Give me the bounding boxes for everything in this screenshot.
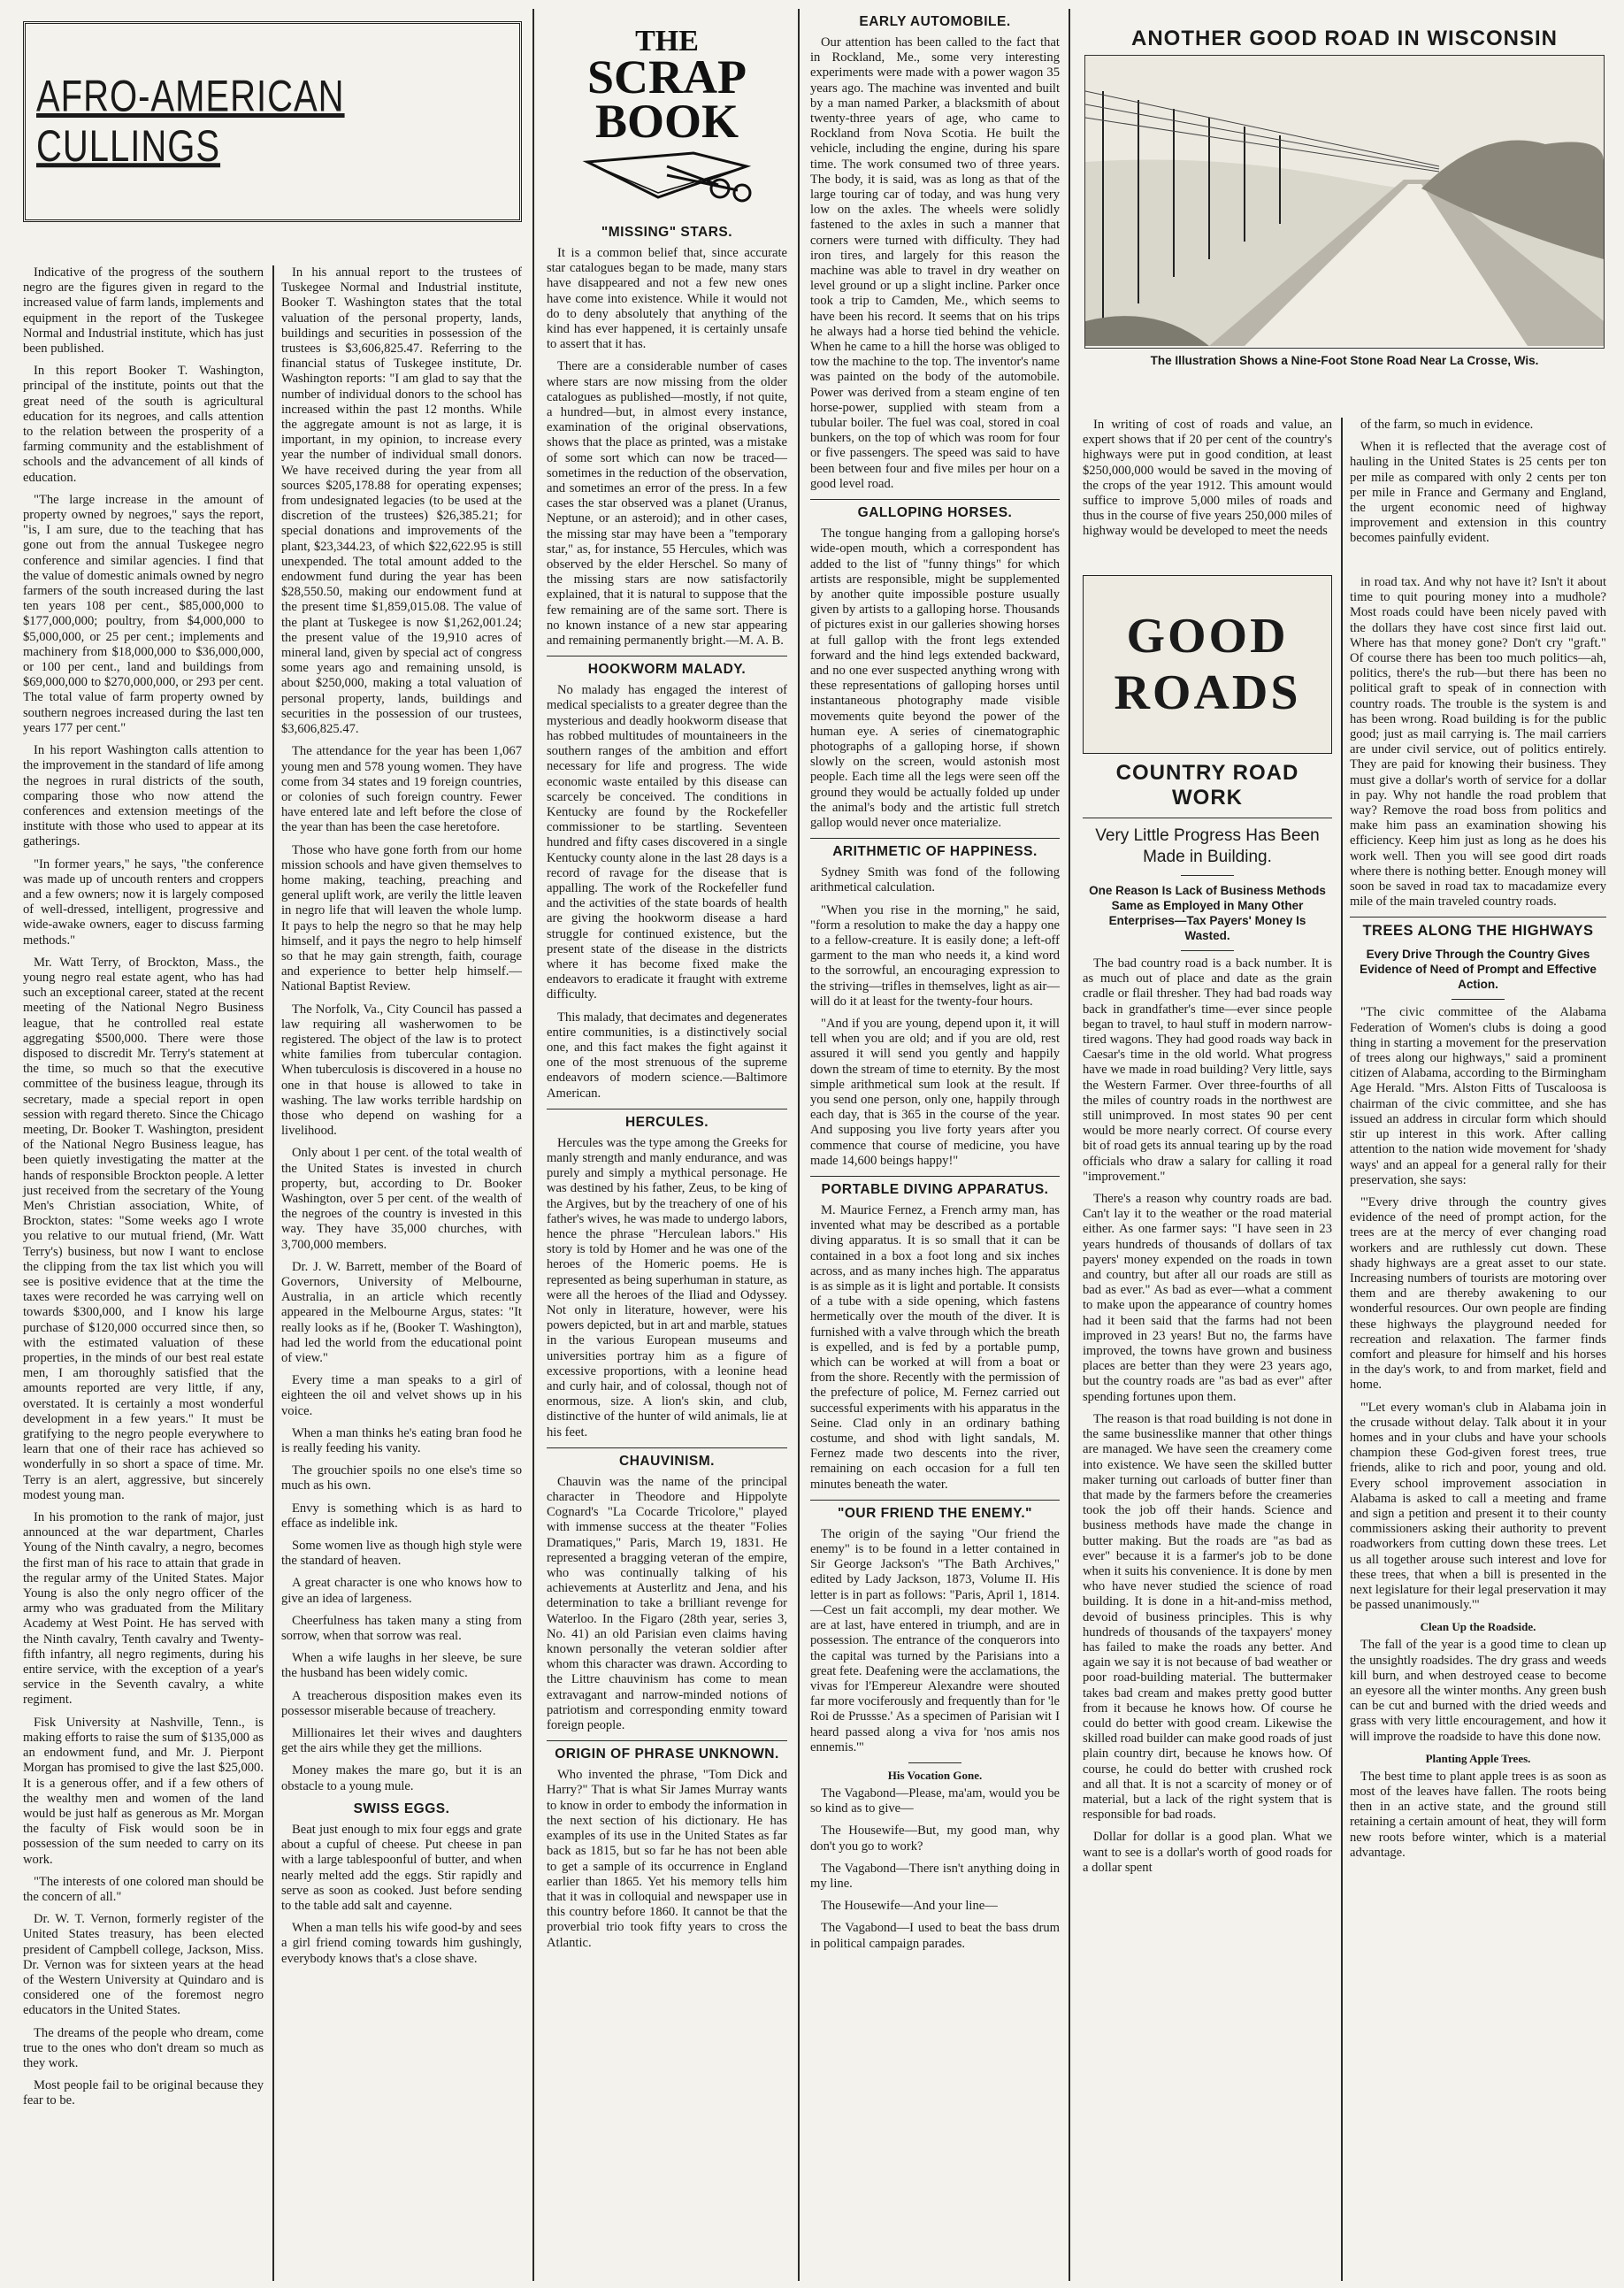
paragraph: Envy is something which is as hard to efface as indelible ink. [281,1501,522,1531]
section-title: "OUR FRIEND THE ENEMY." [838,1505,1032,1521]
good-roads-logo [1083,575,1332,754]
country-road-title: COUNTRY ROAD WORK [1115,761,1299,810]
paragraph: The best time to plant apple trees is as soon as most of the leaves have fallen. The roots being then in an active state, and the ground still retaining a certain amount of heat, they will form new roots before winter, which is a material advantage. [1350,1769,1606,1860]
paragraph: In this report Booker T. Washington, principal of the institute, points out that the great need of the south is agricultural education for its negroes, and calls attention to the relation between the prosperity of a farming community and the establishment of schools and the advancement of all kinds of education. [23,364,264,485]
paragraph: The origin of the saying "Our friend the enemy" is to be found in a letter contained in Sir George Jackson's "The Bath Archives," edited by Lady Jackson, 1873, Volume II. His letter is in part as follows: "Paris, April 1, 1814.—Cest un fait accompli, my dear mother. We are at last, have entered in triumph, and are in possession. The entrance of the conquerors into the capital was turned by the Parisians into a great fete. Deafening were the acclamations, the vivas for l'Empereur Alexandre were shouted far more vociferously and frequently than for 'le Roi de Prussse.' As a specimen of Parisian wit I heard passed along a viva for 'nos amis nos ennemis.'" [810,1526,1060,1754]
paragraph: The dreams of the people who dream, come true to the ones who don't dream so much as they work. [23,2025,264,2070]
paragraph: Sydney Smith was fond of the following arithmetical calculation. [810,865,1060,895]
paragraph: The tongue hanging from a galloping horse's wide-open mouth, which a correspondent has added to the list of "funny things" for which artists are responsible, might be supplemented by another quite impossible posture usually given by artists to a galloping horse. Thousands of pictures exist in our galleries showing horses at full gallop with the front legs extended forward and the hind legs extended backward, and no one ever suspected anything wrong with these representations of galloping horses until instantaneous photography made visible movements quite beyond the power of the human eye. A series of cinematographic photographs of a galloping horse, if shown slowly on the screen, would astonish most people. Each time all the legs were seen off the ground they would be actually folded up under the animal's body and the artistic full stretch gallop would never once materialize. [810,526,1060,830]
divider [547,1447,787,1448]
road-photo [1084,55,1605,349]
cullings-subcolumn-1 [23,265,264,2116]
cullings-header-box [23,21,522,222]
swiss-eggs-title: SWISS EGGS. [353,1800,450,1816]
paragraph: M. Maurice Fernez, a French army man, has invented what may be described as a portable diving apparatus. It is so small that it can be contained in a box a foot long and six inches across, and as many inches high. The apparatus is as simple as it is light and portable. It consists of a tube with a side opening, which fastens hermetically over the mouth of the diver. It is furnished with a valve through which the breath is expelled, and is fed by a portable pump, which can be worked at will from a boat or from the shore. Recently with the permission of the prefecture of police, M. Fernez carried out successful experiments with his apparatus in the Seine. Clad only in an ordinary bathing costume, and shod with light sandals, M. Fernez made two descents into the river, remaining on each occasion for a full ten minutes beneath the water. [810,1203,1060,1492]
paragraph: Chauvin was the name of the principal character in Theodore and Hippolyte Cognard's "La Cocarde Tricolore," played with immense success at the theater "Folies Dramatiques," Paris, March 19, 1831. He represented a bragging veteran of the empire, who was continually talking of his achievements at Austerlitz and Jena, and his determination to take a brilliant revenge for Waterloo. In the Figaro (28th year, series 3, No. 41) an old Parisian even claims having known personally the veteran soldier after whom this character was drawn. According to the Littre chauvinism has come to mean extravagant and narrow-minded notions of patriotism and corresponding enmity toward foreign people. [547,1474,787,1733]
paragraph: The Housewife—And your line— [821,1899,998,1914]
paragraph: of the farm, so much in evidence. [1360,418,1534,432]
paragraph: Every time a man speaks to a girl of eighteen the oil and velvet shows up in his voice. [281,1373,522,1418]
logo-word-3: BOOK [594,95,739,148]
newspaper-page [19,9,1612,2281]
paragraph: The fall of the year is a good time to clean up the unsightly roadsides. The dry grass and weeds kill burn, and when destroyed cease to become an eyesore all the winter months. Any green bush can be cut and burned with the dried weeds and grass with very little encouragement, and how it will improve the roadside to have this done now. [1350,1638,1606,1744]
logo-word-1: THE [635,25,699,58]
section-title: HOOKWORM MALADY. [587,662,747,678]
section-title: EARLY AUTOMOBILE. [859,14,1011,29]
paragraph: When a man tells his wife good-by and sees a girl friend coming towards him gushingly, everybody knows that's a close shave. [281,1921,522,1966]
section-title: PORTABLE DIVING APPARATUS. [821,1182,1049,1198]
section-title: HERCULES. [624,1114,709,1130]
paragraph: The attendance for the year has been 1,067 young men and 578 young women. They have come from 34 states and 19 foreign countries, or colonies of such foreign country. Fewer have entered late and left before the close of the year than has been the case heretofore. [281,744,522,835]
paragraph: Most people fail to be original because they fear to be. [23,2078,264,2108]
paragraph: Dollar for dollar is a good plan. What we want to see is a dollar's worth of good roads for a dollar spent [1083,1830,1332,1875]
trees-deck: Every Drive Through the Country Gives Evidence of Need of Prompt and Effective Action. [1360,948,1597,992]
column-rule [1069,9,1070,2281]
paragraph: Dr. W. T. Vernon, formerly register of the United States treasury, has been elected president of Campbell college, Jackson, Miss. Dr. Vernon was for sixteen years at the head of the Western University at Quindaro and is considered one of the foremost negro educators in the United States. [23,1912,264,2018]
paragraph: Hercules was the type among the Greeks for manly strength and manly endurance, and was purely and simply a mythical personage. He was destined by his father, Zeus, to be king of the Argives, but by the treachery of one of his father's wives, he was made to undergo labors, hence the phrase "Herculean labors." His story is told by Homer and he was one of the heroes of the Homeric poems. He is represented as being superhuman in stature, as were all the heroes of the Iliad and Odyssey. Not only in literature, however, were his powers depicted, but in art and marble, statues in the various European museums and universities portray him as a figure of excessive proportions, with a leonine head and curly hair, and of colossal, though not of enormous, size. A lion's skin, and club, distinctive of the hunter of wild animals, lie at his feet. [547,1135,787,1440]
paragraph: "The large increase in the amount of property owned by negroes," says the report, "is, I am sure, due to the teaching that has gone out from the annual Tuskegee negro conference and similar agencies. I find that the value of domestic animals owned by negro farmers of the south increased during the last ten years 108 per cent., $85,000,000 to $177,000,000; poultry, from $4,000,000 to $5,000,000, or 25 per cent.; implements and machinery from $18,000,000 to $36,000,000, or 100 per cent., land and buildings from $69,000,000 to $270,000,000, or 293 per cent. The total value of farm property owned by southern negroes increased during the last ten years 177 per cent." [23,492,264,735]
divider [1350,917,1606,918]
paragraph: It is a common belief that, since accurate star catalogues began to be made, many stars have disappeared and not a few new ones have come into existence. While it would not do to deny absolutely that anything of the kind has ever happened, it is certainly unsafe to assert that it has. [547,246,787,352]
paragraph: In his report Washington calls attention to the improvement in the standard of life among the negroes in rural districts of the south, comparing those who now attend the conferences and extension meetings of the institute with those who used to appear at its gatherings. [23,743,264,849]
divider [1181,875,1234,876]
paragraph: In his promotion to the rank of major, just announced at the war department, Charles Young of the Ninth cavalry, a negro, becomes the first man of his race to attain that grade in the regular army of the United States. Major Young is also the only negro officer of the army who was graduated from the Military Academy at West Point. He has served with the Ninth cavalry, Tenth cavalry and Twenty-fifth infantry, all negro regiments, during his entire service, with the exception of a year's service in the Seventh cavalry, a white regiment. [23,1510,264,1708]
vocation-title: His Vocation Gone. [887,1768,983,1782]
paragraph: Dr. J. W. Barrett, member of the Board of Governors, University of Melbourne, Australia, in an article which recently appeared in the Melbourne Argus, states: "It really looks as if he, (Booker T. Washington), had led the world from the educational point of view." [281,1259,522,1366]
paragraph: The bad country road is a back number. It is as much out of place and date as the grain cradle or flail thresher. They had bad roads way back in grandfather's time—ever since people began to travel, to haul stuff in modern narrow-tired wagons. They had good roads way back in Caesar's time in the old world. What progress have we made in road building? Very little, says the Western Farmer. Over three-fourths of all the miles of country roads in the northwest are still unimproved. In most states 90 per cent would be more nearly correct. Of course every bit of road gets its annual tearing up by the road officials who draw a salary for calling it road "improvement." [1083,956,1332,1184]
logo-word-2: SCRAP [586,50,747,104]
section-title: ORIGIN OF PHRASE UNKNOWN. [555,1747,779,1762]
paragraph: The Norfolk, Va., City Council has passed a law requiring all washerwomen to be registered. The object of the law is to protect white families from tubercular contagion. When tuberculosis is discovered in a house no one in that house is allowed to take in washing. The law works terrible hardship on those who depend on washing for a livelihood. [281,1002,522,1139]
paragraph: Fisk University at Nashville, Tenn., is making efforts to raise the sum of $135,000 as an endowment fund, and Mr. J. Pierpont Morgan has promised to give the last $25,000. It is a generous offer, and if a few others of the wealthy men and women of the land would be just half as generous as Mr. Morgan the faculty of Fisk would soon be in possession of the sum needed to carry on its work. [23,1715,264,1867]
paragraph: Beat just enough to mix four eggs and grate about a cupful of cheese. Put cheese in pan with a large tablespoonful of butter, and when nearly melted add the eggs. Stir rapidly and serve as soon as cooked. Just before sending to the table add salt and cayenne. [281,1822,522,1913]
paragraph: In writing of cost of roads and value, an expert shows that if 20 per cent of the country's highways were put in good condition, at least $250,000,000 would be saved in the moving of the crops of the year 1912. This amount would suffice to improve 5,000 miles of roads and thus in the course of five years 250,000 miles of highway would be developed to meet the needs [1083,418,1332,539]
scrapbook-column [541,9,793,2281]
divider [810,1500,1060,1501]
paragraph: Those who have gone forth from our home mission schools and have given themselves to home making, teaching, preaching and general uplift work, are verily the little leaven in negro life that will leaven the whole lump. It pays to help the negro so that he may help himself, and it pays the negro to help himself so that he may gain strength, faith, courage and experience to better help himself.—National Baptist Review. [281,842,522,994]
paragraph: When it is reflected that the average cost of hauling in the United States is 25 cents per ton per mile as compared with only 2 cents per ton per mile in France and Germany and England, the urgent economic need of highway improvement and extension in this country becomes painfully evident. [1350,440,1606,546]
paragraph: "In former years," he says, "the conference was made up of uncouth renters and croppers and a few owners; now it is largely composed of well-dressed, intelligent, progressive and wide-awake owners, eager to discuss farming methods." [23,856,264,948]
country-road-subdeck: One Reason Is Lack of Business Methods Same as Employed in Many Other Enterprises—Tax Payers' Money Is Wasted. [1089,884,1326,942]
divider [1181,950,1234,951]
cullings-subcolumn-2 [281,265,522,1974]
paragraph: There are a considerable number of cases where stars are now missing from the older catalogues as published—mostly, if not quite, a hundred—but, in almost every instance, examination of the original observations, shows that the place as printed, was a mistake of some sort which can now be traced—sometimes in the reduction of the observation, and sometimes an error of the press. In a few cases the star observed was a planet (Uranus, Neptune, or an asteroid); and in other cases, the missing star may have been a "temporary star," as, for instance, 55 Hercules, which was observed by the elder Herschel. So many of the missing stars are now satisfactorily explained, that it is natural to suppose that the few remaining are of the same sort. There is no known instance of a new star appearing and remaining permanently bright.—M. A. B. [547,359,787,649]
trees-title: TREES ALONG THE HIGHWAYS [1362,923,1594,940]
country-road-article [1083,575,1332,1883]
column-rule [532,9,534,2281]
apple-title: Planting Apple Trees. [1425,1751,1531,1765]
section-title: GALLOPING HORSES. [857,505,1013,521]
column-rule [798,9,800,2281]
roads-right-intro [1350,418,1606,554]
cleanup-title: Clean Up the Roadside. [1420,1620,1536,1634]
paragraph: This malady, that decimates and degenerates entire communities, is a distinctively social one, and this fact makes the fight against it one of the most strenuous of the supreme endeavors of modern science.—Baltimore American. [547,1010,788,1101]
articles-column [807,9,1063,2281]
paragraph: Some women live as though high style were the standard of heaven. [281,1539,522,1569]
divider [547,1740,787,1741]
paragraph: "When you rise in the morning," he said, "form a resolution to make the day a happy one to a fellow-creature. It is easily done; a left-off garment to the man who needs it, a kind word to the sorrowful, an encouraging expression to the striving—trifles in themselves, light as air—will do it at least for the twenty-four hours. [810,902,1060,1009]
paragraph: "The interests of one colored man should be the concern of all." [23,1874,264,1904]
roads-right-body [1350,575,1606,1868]
section-title: "MISSING" STARS. [601,225,733,240]
paragraph: The Housewife—But, my good man, why don't you go to work? [810,1823,1060,1854]
paragraph: Money makes the mare go, but it is an obstacle to a young mule. [281,1763,522,1793]
paragraph: In his annual report to the trustees of Tuskegee Normal and Industrial institute, Booker T. Washington states that the total valuation of the personal property, lands, buildings and securities in possession of the trustees is $3,606,825.47. Referring to the financial status of Tuskegee institute, Dr. Washington reports: "I am glad to say that the number of individual donors to the school has increased within the past 12 months. While the aggregate amount is not as large, it is important, in my opinion, to increase every year the number of individual small donors. We have received during the year from all sources $205,178.88 for operating expenses; from undesignated legacies (to be used at the discretion of the trustees) $26,385.21; for special donations and improvements of the plant, $23,344.23, of which $22,622.95 is still unexpended. The total amount added to the endowment fund during the year has been $28,550.50, making our endowment fund at the present time $1,859,015.08. The value of the plant at Tuskegee is now $1,262,001.24; the present value of the 19,910 acres of mineral land, given by special act of congress some years ago and remaining unsold, is about $250,000, making a total valuation of personal property, lands, buildings and securities in the possession of our trustees, $3,606,825.47. [281,265,522,737]
paragraph: Who invented the phrase, "Tom Dick and Harry?" That is what Sir James Murray wants to know in order to embody the information in the next section of his dictionary. He has examples of its use in the United States as far back as 1815, but so far he has not been able to get a sample of its occurrence in England earlier than 1865. Yet his memory tells him that it was in colloquial and newspaper use in this country before 1860. It cannot be that the proverbial trio took fifty years to cross the Atlantic. [547,1768,787,1950]
cullings-column [19,9,525,2281]
paragraph: The grouchier spoils no one else's time so much as his own. [281,1463,522,1493]
paragraph: "The civic committee of the Alabama Federation of Women's clubs is doing a good thing in starting a movement for the preservation of trees along our highways," said a prominent citizen of Alabama, according to the Birmingham Age Herald. "Mrs. Alston Fitts of Tuscaloosa is chairman of the civic committee, and she has issued an address in circular form which should stir up interest in this work. After calling attention to the nation wide movement for 'shady ways' and an appeal for a general rally for their preservation, she says: [1350,1005,1606,1187]
good-roads-word-2: ROADS [1114,665,1301,720]
cullings-title: AFRO-AMERICAN CULLINGS [36,72,345,171]
scissors-icon [587,153,750,201]
paragraph: Only about 1 per cent. of the total wealth of the United States is invested in church property, but, according to Dr. Booker Washington, over 5 per cent. of the wealth of the negroes of the country is invested in this way. They have 35,000 churches, with 3,700,000 members. [281,1146,522,1252]
paragraph: When a wife laughs in her sleeve, be sure the husband has been widely comic. [281,1651,522,1681]
paragraph: Mr. Watt Terry, of Brockton, Mass., the young negro real estate agent, who has had such an exceptional career, stated at the recent meeting of the National Negro Business league, that he controlled real estate aggregating $500,000. There were those disposed to discredit Mr. Terry's statement at the time, so much so that the executive committee of the business league, through its secretary, made a special report in open session with regard thereto. Since the Chicago meeting, Dr. Booker T. Washington, president of the National Negro Business league, has been quietly investigating the matter at the hands of responsible Brockton people. A letter just received from the secretary of the Young Men's Christian association, White, of Brockton, states: "Some weeks ago I wrote you relative to our mutual friend, (Mr. Watt Terry's) business, but now I want to enclose the clipping from the tax list which you will see is positive evidence that at the time the taxes were recorded he was carrying well on towards $300,000, and I know his large purchase of $120,000 occurred since then, so with the estimated valuation of these properties, in the minds of our best real estate men, I am thoroughly satisfied that the amounts reported are very little, if any, overstated. It is certainly a most wonderful development in a few years." It must be gratifying to the negro people everywhere to learn that one of their race has achieved so wonderfully in so short a space of time. Mr. Terry is an alert, aggressive, but sincerely modest young man. [23,955,264,1502]
divider [810,1176,1060,1177]
road-illustration [1085,56,1604,346]
column-rule [1341,418,1343,2281]
paragraph: Indicative of the progress of the southern negro are the figures given in regard to the increased value of farm lands, implements and equipment in the report of the Tuskegee Normal and Industrial institute, which has just been published. [23,265,264,357]
good-roads-word-1: GOOD [1126,609,1289,664]
divider [810,499,1060,500]
divider [810,838,1060,839]
scrapbook-logo [541,16,793,219]
roads-column [1077,9,1612,2281]
paragraph: There's a reason why country roads are bad. Can't lay it to the weather or the road material either. As one farmer says: "I have seen in 23 years hundreds of thousands of dollars of tax payers' money expended on the roads in town and country, but after all our roads are still as bad as ever." As bad as ever—what a comment to make upon the appearance of country homes had it been said that the farms had not been improved in 23 years! But no, the farms have improved, the towns have grown and business places are better than they were 23 years ago, but the country roads are "as bad as ever" after spending fortunes upon them. [1083,1192,1332,1404]
divider [908,1762,961,1763]
paragraph: "'Let every woman's club in Alabama join in the crusade without delay. Talk about it in your homes and in your clubs and have your schools champion these God-given forest trees, true friends, alike to rich and poor, young and old. Every school improvement association in Alabama is asked to call a meeting and frame and sign a petition and present it to their county commissioners asking their authority to prevent roadworkers from cutting down these trees. Let us all together arouse such interest and love for these trees, that when a bill is presented in the next legislature for their legal preservation it may be passed unanimously.'" [1350,1400,1606,1613]
section-title: CHAUVINISM. [619,1453,715,1469]
road-photo-caption: The Illustration Shows a Nine-Foot Stone Road Near La Crosse, Wis. [1150,354,1539,367]
paragraph: A great character is one who knows how to give an idea of largeness. [281,1576,522,1606]
section-title: ARITHMETIC OF HAPPINESS. [832,844,1038,860]
roads-left-intro [1083,418,1332,547]
paragraph: The Vagabond—I used to beat the bass drum in political campaign parades. [810,1921,1060,1951]
paragraph: A treacherous disposition makes even its possessor miserable because of treachery. [281,1688,522,1718]
paragraph: "'Every drive through the country gives evidence of the need of prompt action, for the trees are at the mercy of ever changing road workers and are ruthlessly cut down. These shady highways are a great asset to our state. Increasing numbers of tourists are motoring over them and are thereby awakening to our wonderful resources. Our own people are finding these highways the playground needed for recreation and relaxation. The farmer finds comfort and pleasure for himself and his horses in the day's work, to and from market, field and home. [1350,1194,1606,1393]
paragraph: When a man thinks he's eating bran food he is really feeding his vanity. [281,1425,522,1456]
paragraph: The reason is that road building is not done in the same businesslike manner that other things are managed. We have seen the creamery come into existence. We have seen the skilled butter maker turning out carloads of butter finer than that made by the farmers before the creameries took the job off their hands. Science and business methods have made the change in butter making. But the roads are "as bad as ever" because it is a farmer's job to be done when it suits his convenience. It is done by men who have never studied the science of road building. It is done in a hit-and-miss method, devoid of business principles. This is why hundreds of thousands of the taxpayers' money has failed to make the roads any better. And again we say it is not because of bad weather or poor road-building material. The buttermaker takes bad cream and makes pretty good butter from it because he knows how. Of course he could do better with good cream. Likewise the skilled road builder can make good roads of just plain country dirt, because he knows how. Of course, he could do better with crushed rock and all that. It is not a scarcity of money or of material, but a lack of the right system that is responsible for bad roads. [1083,1411,1332,1823]
paragraph: Cheerfulness has taken many a sting from sorrow, when that sorrow was real. [281,1613,522,1644]
column-rule [272,265,274,2281]
paragraph: The Vagabond—Please, ma'am, would you be so kind as to give— [810,1785,1060,1816]
country-road-deck: Very Little Progress Has Been Made in Building. [1095,826,1320,866]
roads-headline: ANOTHER GOOD ROAD IN WISCONSIN [1130,27,1558,50]
scrapbook-logo-image [561,20,773,215]
paragraph: in road tax. And why not have it? Isn't it about time to quit pouring money into a mudhole? Most roads could have been nicely paved with the dollars they have cost since first laid out. Where has that money gone? Don't cry "graft." Of course there has been too much politics—ah, politics, there's the rub—but there has been no political graft to speak of in connection with country roads. The trouble is the system is and has been wrong. Road building is for the public good; just as mail carrying is. The mail carriers are under civil service, out of politics entirely. They are paid for knowing their business. They must give a dollar's worth of service for a dollar in pay. Why not handle the road problem that way? Remove the road boss from politics and make him pass an examination showing his efficiency. Keep him just as long as he does his work well. Then you will see good dirt roads where there is nothing better. Enough money will soon be saved in road tax to macadamize every mile of the main traveled country roads. [1350,575,1606,910]
paragraph: Millionaires let their wives and daughters get the airs while they get the millions. [281,1726,522,1756]
paragraph: Our attention has been called to the fact that in Rockland, Me., some very interesting experiments were made with a power wagon 35 years ago. The machine was invented and built by a man named Parker, a blacksmith of about twenty-three years of age, who came to Rockland from Nova Scotia. He built the vehicle, including the engine, during his spare time. The work consumed two of three years. The body, it is said, was as long as that of the large touring car of today, and was hung very low on the axles. The wheels were solidly fastened to the axles in such a manner that corners were turned with difficulty. They had iron tires, and largely for this reason the machine was able to travel in dry weather on level ground or up a slight incline. Parker once took a trip to Camden, Me., which seems to have been his record. It seems that on his trips he always had a horse tied behind the vehicle. When he came to a hill the horse was obliged to tow the machine to the top. The inventor's name was painted on the body of the automobile. Power was derived from a steam engine of ten horse-power, supplied with steam from a tubular boiler. The fuel was coal, stored in coal bunkers, on the top of which was room for four or five passengers. The speed was said to have been between four and five miles per hour on a good level road. [810,35,1060,491]
paragraph: The Vagabond—There isn't anything doing in my line. [810,1861,1060,1891]
paragraph: "And if you are young, depend upon it, it will tell when you are old; and if you are old, rest assured it will send you gently and happily down the stream of time to eternity. By the most simple arithmetical sum look at the result. If you send one person, only one, happily through each day, that is 365 in the course of the year. And supposing you live forty years after you commence that course of medicine, you have made 14,600 beings happy!" [810,1016,1060,1168]
divider [1452,999,1505,1000]
paragraph: No malady has engaged the interest of medical specialists to a greater degree than the mysterious and deadly hookworm disease that has robbed multitudes of mountaineers in the southern ranges of the ambition and effort necessary for life and progress. The wide economic waste entailed by this disease can scarcely be conceived. The conditions in Kentucky are found by the Rockefeller commissioner to be startling. Seventeen hundred and fifty cases discovered in a single Kentucky county alone in the last 28 days is a record of ravage for the disease that is appalling. The work of the Rockefeller fund and the activities of the state boards of health are giving the hookworm disease a hard struggle for continued existence, but the present state of the disease in the districts where it has become fixed make the endeavors to eradicate it fraught with extreme difficulty. [547,683,787,1002]
